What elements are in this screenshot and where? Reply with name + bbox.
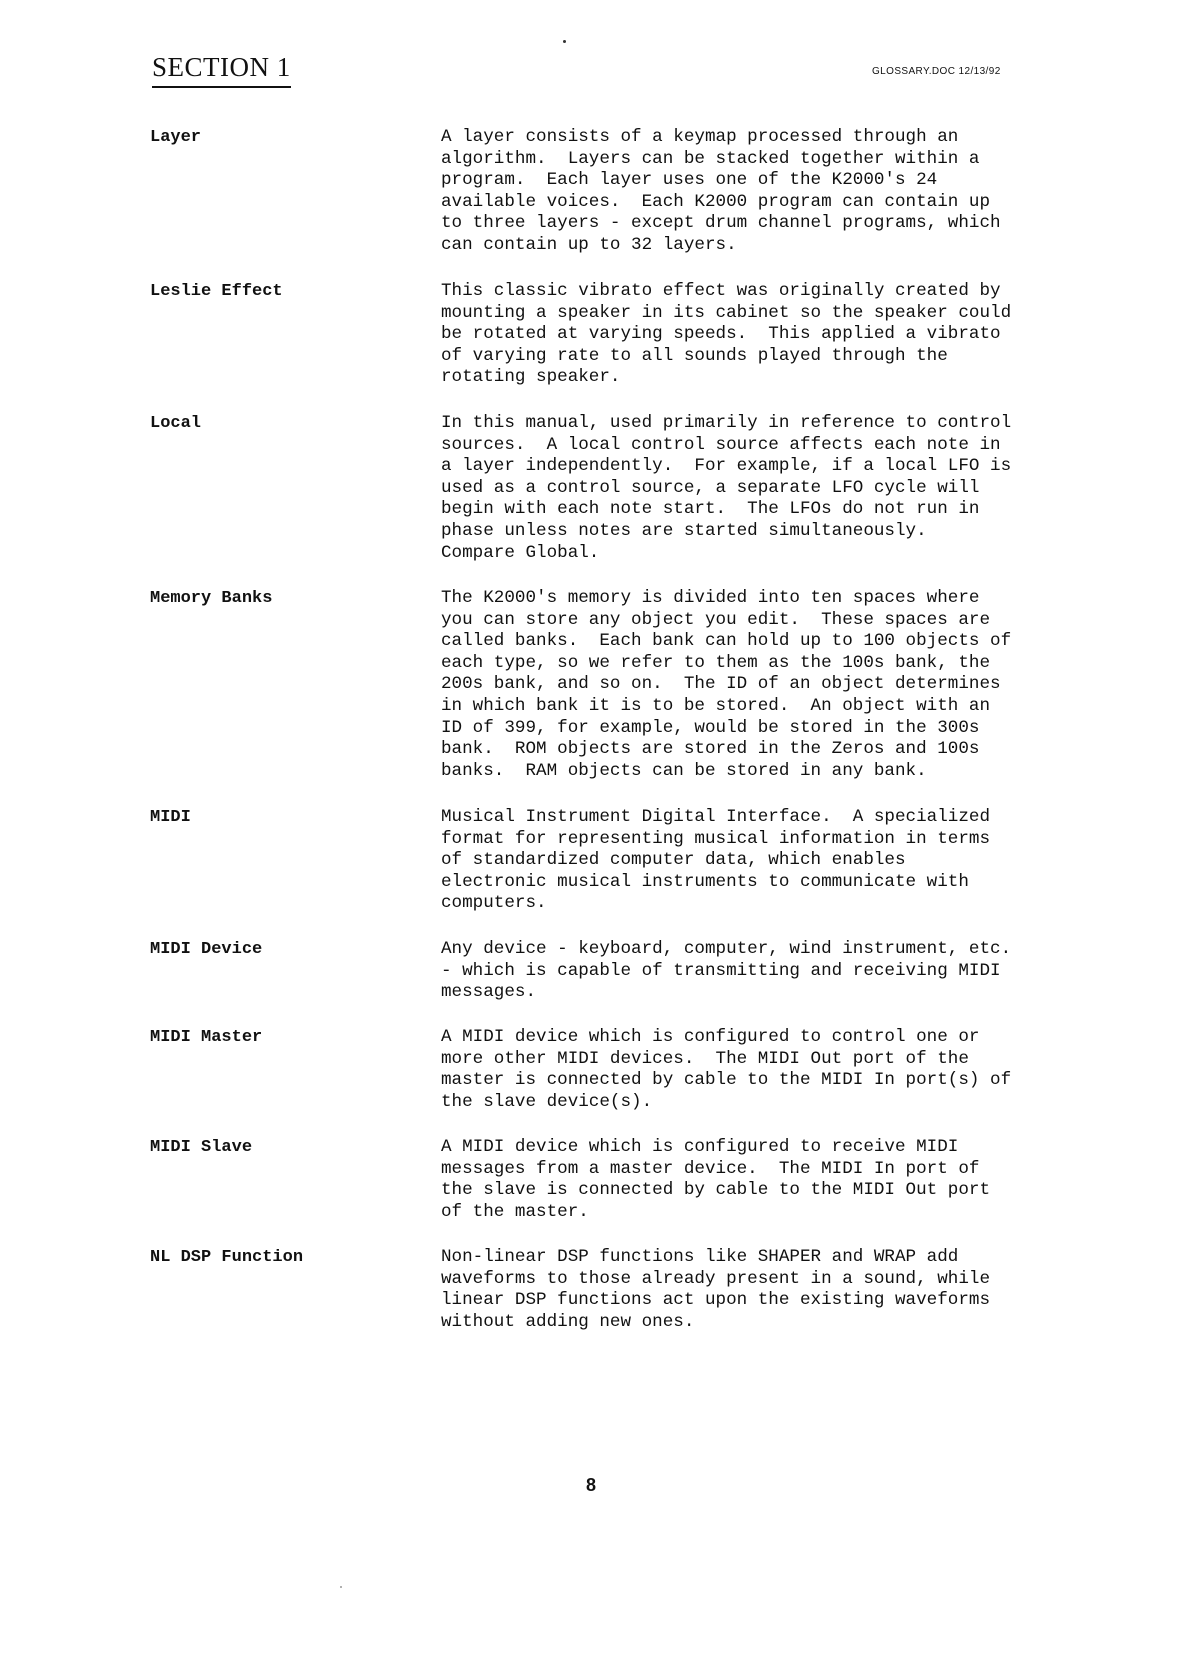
glossary-definition: A layer consists of a keymap processed through an algorithm. Layers can be stacked together within a program. Each layer uses one of the K2000's 24 available voices. Each K2000 program can contain up to three layers - except drum channel programs, which can contain up to 32 layers.: [441, 127, 1001, 255]
glossary-term: MIDI Device: [150, 940, 263, 959]
glossary-term: MIDI: [150, 808, 191, 827]
glossary-term: Local: [150, 414, 202, 433]
glossary-definition: Non-linear DSP functions like SHAPER and WRAP add waveforms to those already present in a sound, while linear DSP functions act upon the existing waveforms without adding new ones.: [441, 1247, 991, 1332]
glossary-term: Leslie Effect: [150, 282, 283, 301]
glossary-definition: Any device - keyboard, computer, wind instrument, etc. - which is capable of transmitting and receiving MIDI messages.: [441, 939, 1012, 1003]
glossary-term: Layer: [150, 128, 202, 147]
glossary-definition: A MIDI device which is configured to receive MIDI messages from a master device. The MIDI In port of the slave is connected by cable to the MIDI Out port of the master.: [441, 1137, 991, 1222]
section-title: SECTION 1: [152, 52, 291, 88]
glossary-definition: This classic vibrato effect was originally created by mounting a speaker in its cabinet so the speaker could be rotated at varying speeds. This applied a vibrato of varying rate to all sounds played through the rotating speaker.: [441, 281, 1012, 388]
glossary-definition: In this manual, used primarily in reference to control sources. A local control source affects each note in a layer independently. For example, if a local LFO is used as a control source, a separate LFO cycle will begin with each note start. The LFOs do not run in phase unless notes are started simultaneously. Compare Global.: [441, 413, 1012, 563]
page-number: 8: [585, 1475, 596, 1495]
glossary-term: Memory Banks: [150, 589, 273, 608]
glossary-term: NL DSP Function: [150, 1248, 304, 1267]
glossary-term: MIDI Master: [150, 1028, 263, 1047]
glossary-definition: Musical Instrument Digital Interface. A specialized format for representing musical information in terms of standardized computer data, which enables electronic musical instruments to communicate with computers.: [441, 807, 991, 914]
glossary-definition: A MIDI device which is configured to control one or more other MIDI devices. The MIDI Out port of the master is connected by cable to the MIDI In port(s) of the slave device(s).: [441, 1027, 1012, 1112]
glossary-definition: The K2000's memory is divided into ten spaces where you can store any object you edit. These spaces are called banks. Each bank can hold up to 100 objects of each type, so we refer to them as the 100s bank, the 200s bank, and so on. The ID of an object determines in which bank it is to be stored. An object with an ID of 399, for example, would be stored in the 300s bank. ROM objects are stored in the Zeros and 100s banks. RAM objects can be stored in any bank.: [441, 588, 1012, 781]
glossary-term: MIDI Slave: [150, 1138, 253, 1157]
scan-speck: [340, 1586, 342, 1588]
document-id: GLOSSARY.DOC 12/13/92: [872, 66, 1001, 77]
scan-speck: [563, 40, 566, 43]
